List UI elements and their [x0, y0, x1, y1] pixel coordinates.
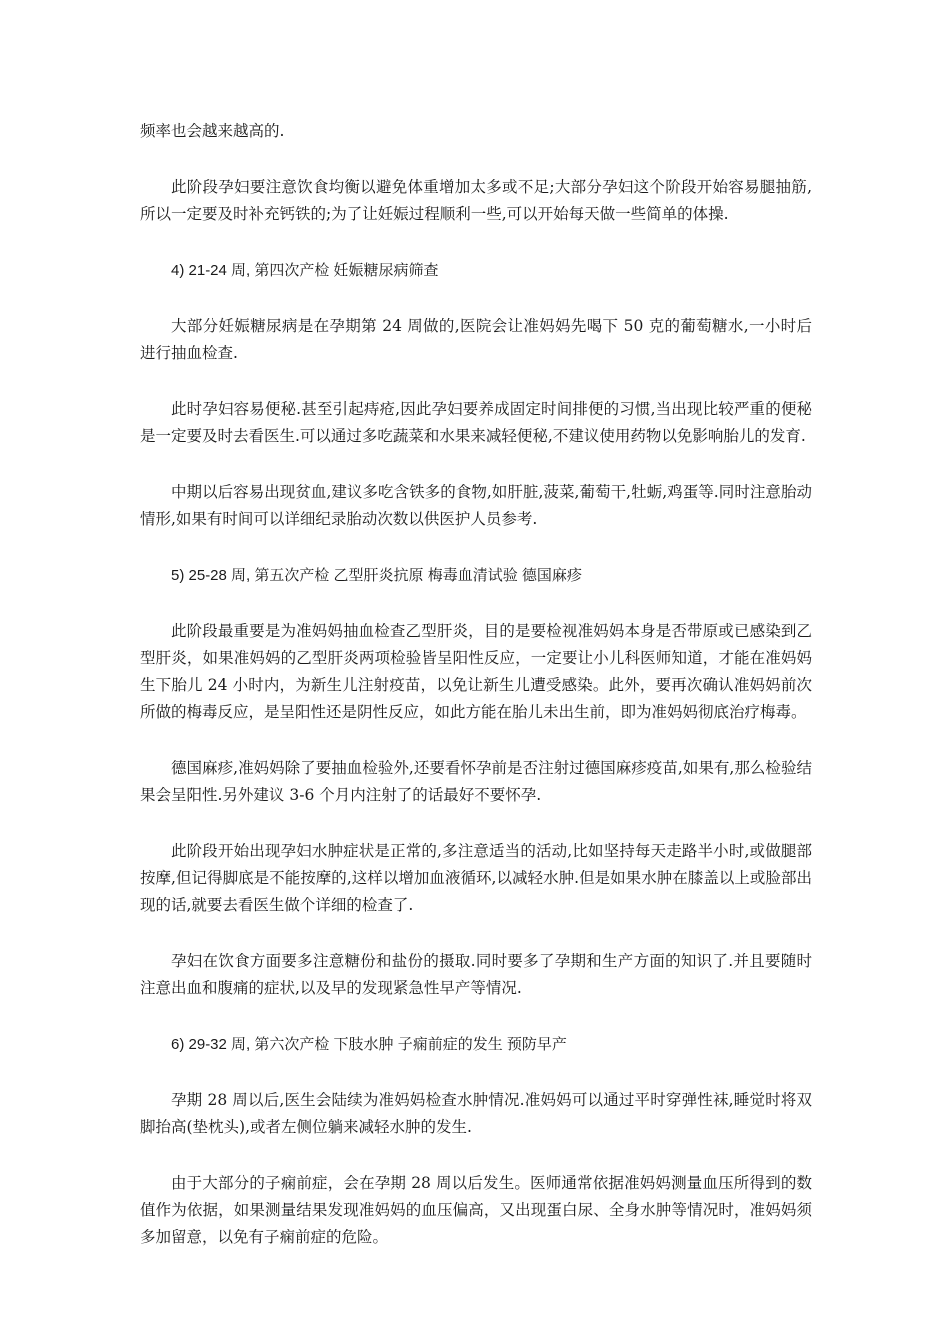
- document-body: [140, 118, 812, 1280]
- paragraph: 此时孕妇容易便秘.甚至引起痔疮,因此孕妇要养成固定时间排便的习惯,当出现比较严重的便秘是一定要及时去看医生.可以通过多吃蔬菜和水果来减轻便秘,不建议使用药物以免影响胎儿的发育.: [140, 400, 812, 445]
- paragraph: 此阶段最重要是为准妈妈抽血检查乙型肝炎，目的是要检视准妈妈本身是否带原或已感染到乙型肝炎，如果准妈妈的乙型肝炎两项检验皆呈阳性反应，一定要让小儿科医师知道，才能在准妈妈生下胎儿 24 小时内，为新生儿注射疫苗，以免让新生儿遭受感染。此外，要再次确认准妈妈前次所做的梅毒反应，是呈阳性还是阴性反应，如此方能在胎儿未出生前，即为准妈妈彻底治疗梅毒。: [140, 622, 812, 721]
- section-heading: 5) 25-28 周, 第五次产检 乙型肝炎抗原 梅毒血清试验 德国麻疹: [171, 567, 582, 584]
- paragraph: 孕妇在饮食方面要多注意糖份和盐份的摄取.同时要多了孕期和生产方面的知识了.并且要随时注意出血和腹痛的症状,以及早的发现紧急性早产等情况.: [140, 952, 812, 997]
- section-heading: 4) 21-24 周, 第四次产检 妊娠糖尿病筛查: [171, 262, 439, 279]
- paragraph: 由于大部分的子痫前症，会在孕期 28 周以后发生。医师通常依据准妈妈测量血压所得到的数值作为依据，如果测量结果发现准妈妈的血压偏高，又出现蛋白尿、全身水肿等情况时，准妈妈须多加留意，以免有子痫前症的危险。: [140, 1174, 812, 1246]
- paragraph: 德国麻疹,准妈妈除了要抽血检验外,还要看怀孕前是否注射过德国麻疹疫苗,如果有,那么检验结果会呈阳性.另外建议 3-6 个月内注射了的话最好不要怀孕.: [140, 759, 812, 804]
- paragraph: 孕期 28 周以后,医生会陆续为准妈妈检查水肿情况.准妈妈可以通过平时穿弹性袜,睡觉时将双脚抬高(垫枕头),或者左侧位躺来减轻水肿的发生.: [140, 1091, 812, 1136]
- paragraph: 大部分妊娠糖尿病是在孕期第 24 周做的,医院会让准妈妈先喝下 50 克的葡萄糖水,一小时后进行抽血检查.: [140, 317, 812, 362]
- paragraph-continuation: 频率也会越来越高的.: [140, 122, 285, 140]
- paragraph: 此阶段开始出现孕妇水肿症状是正常的,多注意适当的活动,比如坚持每天走路半小时,或做腿部按摩,但记得脚底是不能按摩的,这样以增加血液循环,以减轻水肿.但是如果水肿在膝盖以上或脸部出现的话,就要去看医生做个详细的检查了.: [140, 842, 812, 914]
- paragraph: 中期以后容易出现贫血,建议多吃含铁多的食物,如肝脏,菠菜,葡萄干,牡蛎,鸡蛋等.同时注意胎动情形,如果有时间可以详细纪录胎动次数以供医护人员参考.: [140, 483, 812, 528]
- section-heading: 6) 29-32 周, 第六次产检 下肢水肿 子痫前症的发生 预防早产: [171, 1036, 567, 1053]
- paragraph: 此阶段孕妇要注意饮食均衡以避免体重增加太多或不足;大部分孕妇这个阶段开始容易腿抽筋,所以一定要及时补充钙铁的;为了让妊娠过程顺利一些,可以开始每天做一些简单的体操.: [140, 178, 812, 223]
